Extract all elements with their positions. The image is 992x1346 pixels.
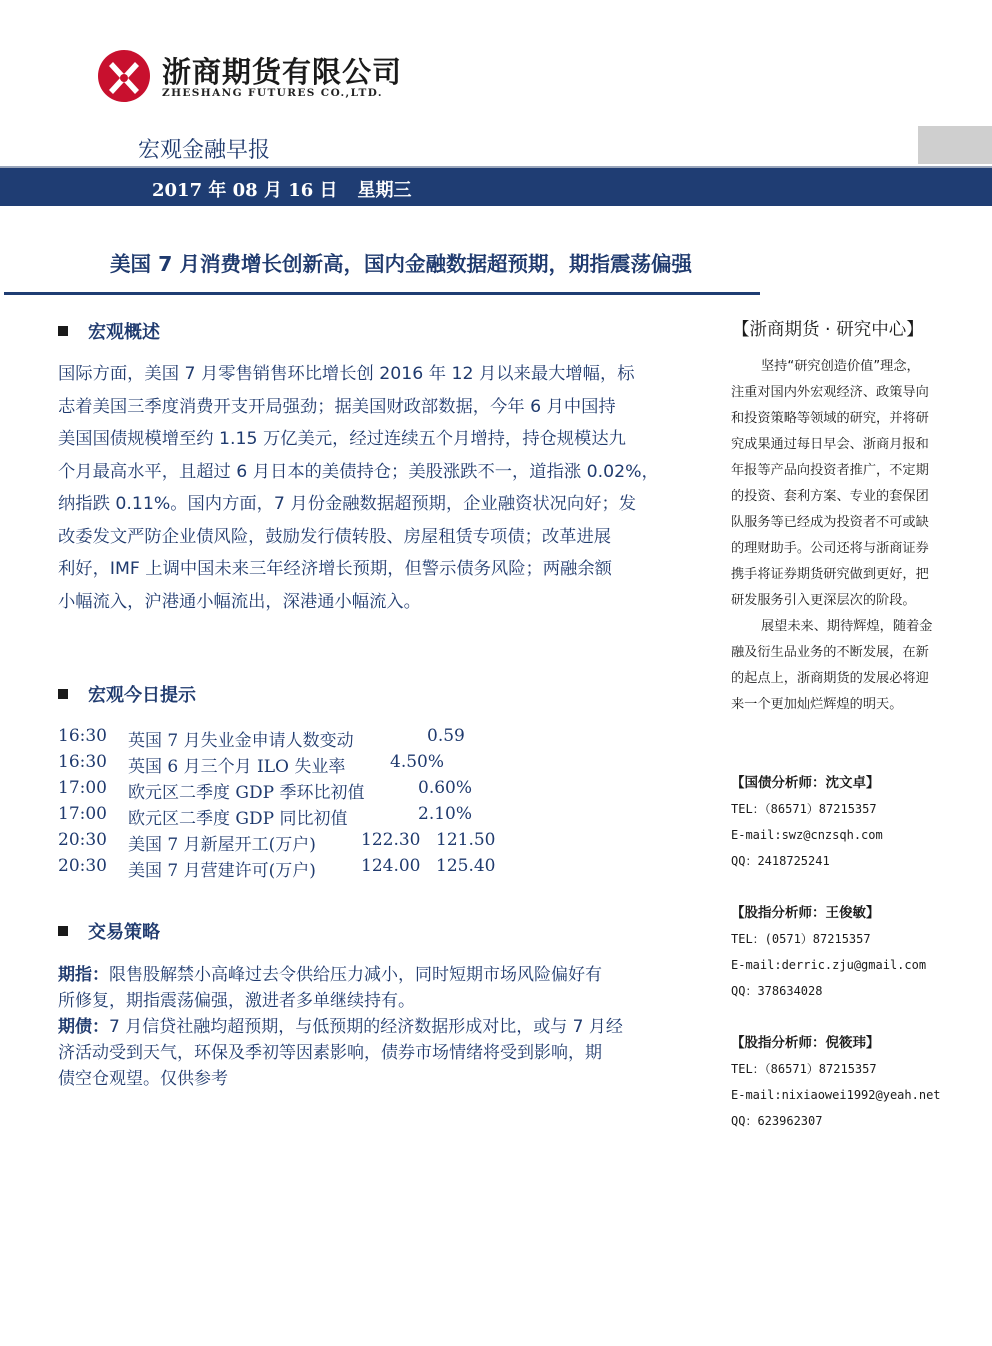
schedule-event: 美国 7 月新屋开工(万户) bbox=[128, 835, 316, 855]
strategy-line: 债空仓观望。仅供参考 bbox=[58, 1069, 228, 1089]
schedule-event: 英国 6 月三个月 ILO 失业率 bbox=[128, 757, 346, 777]
schedule-time: 17:00 bbox=[58, 778, 107, 798]
square-bullet-icon bbox=[58, 926, 68, 936]
analyst-card bbox=[731, 900, 926, 1004]
text-line: 的投资、套利方案、专业的套保团 bbox=[731, 489, 929, 504]
analyst-card bbox=[731, 1030, 941, 1134]
headline-divider bbox=[4, 292, 760, 295]
schedule-time: 20:30 bbox=[58, 856, 107, 876]
text-line: 展望未来、期待辉煌，随着金 bbox=[761, 619, 933, 634]
strategy-line-text: 7 月信贷社融均超预期，与低预期的经济数据形成对比，或与 7 月经 bbox=[109, 1017, 623, 1037]
analyst-email[interactable]: E-mail:derric.zju@gmail.com bbox=[731, 958, 927, 972]
text-line: 和投资策略等领域的研究，并将研 bbox=[731, 411, 929, 426]
section-heading-strategy bbox=[58, 918, 160, 944]
schedule-value: 2.10% bbox=[418, 804, 473, 824]
section-heading-label: 宏观概述 bbox=[88, 322, 160, 343]
schedule-value: 122.30 bbox=[361, 830, 421, 850]
bonds-label: 期债： bbox=[58, 1017, 109, 1037]
analyst-tel: TEL：（86571）87215357 bbox=[731, 1062, 877, 1076]
text-line: 究成果通过每日早会、浙商月报和 bbox=[731, 437, 929, 452]
schedule-value: 4.50% bbox=[390, 752, 445, 772]
analyst-qq: QQ：378634028 bbox=[731, 984, 823, 998]
research-center-title: 【浙商期货 · 研究中心】 bbox=[732, 320, 924, 340]
weekday-value: 星期三 bbox=[357, 180, 412, 201]
section-heading-label: 交易策略 bbox=[88, 922, 160, 943]
text-line: 融及衍生品业务的不断发展，在新 bbox=[731, 645, 929, 660]
schedule-event: 美国 7 月营建许可(万户) bbox=[128, 861, 316, 881]
text-line: 志着美国三季度消费开支开局强劲；据美国财政部数据，今年 6 月中国持 bbox=[58, 396, 616, 417]
schedule-time: 20:30 bbox=[58, 830, 107, 850]
section-heading-label: 宏观今日提示 bbox=[88, 685, 196, 706]
schedule-event: 英国 7 月失业金申请人数变动 bbox=[128, 731, 354, 751]
text-line: 个月最高水平，且超过 6 月日本的美债持仓；美股涨跌不一，道指涨 0.02%， bbox=[58, 461, 659, 482]
text-line: 的起点上，浙商期货的发展必将迎 bbox=[731, 671, 929, 686]
strategy-line: 所修复，期指震荡偏强，激进者多单继续持有。 bbox=[58, 991, 415, 1011]
schedule-time: 16:30 bbox=[58, 752, 107, 772]
text-line: 小幅流入，沪港通小幅流出，深港通小幅流入。 bbox=[58, 591, 421, 612]
strategy-text bbox=[58, 962, 710, 1092]
text-line: 美国国债规模增至约 1.15 万亿美元，经过连续五个月增持，持仓规模达九 bbox=[58, 429, 626, 449]
futures-label: 期指： bbox=[58, 965, 109, 985]
text-line: 坚持“研究创造价值”理念， bbox=[761, 359, 920, 374]
text-line: 纳指跌 0.11%。国内方面，7 月份金融数据超预期，企业融资状况向好；发 bbox=[58, 494, 637, 514]
text-line: 队服务等已经成为投资者不可或缺 bbox=[731, 515, 929, 530]
analyst-email[interactable]: E-mail:swz@cnzsqh.com bbox=[731, 828, 883, 842]
text-line: 注重对国内外宏观经济、政策导向 bbox=[731, 385, 929, 400]
text-line: 国际方面，美国 7 月零售销售环比增长创 2016 年 12 月以来最大增幅，标 bbox=[58, 364, 635, 384]
schedule-value: 124.00 bbox=[361, 856, 421, 876]
brand-name-en: ZHESHANG FUTURES CO.,LTD. bbox=[162, 87, 383, 99]
text-line: 改委发文严防企业债风险，鼓励发行债转股、房屋租赁专项债；改革进展 bbox=[58, 526, 612, 547]
research-center-intro bbox=[731, 354, 957, 718]
analyst-name: 【股指分析师：倪筱玮】 bbox=[731, 1035, 880, 1051]
report-title: 宏观金融早报 bbox=[138, 138, 271, 163]
analyst-tel: TEL：(0571）87215357 bbox=[731, 932, 871, 946]
schedule-event: 欧元区二季度 GDP 同比初值 bbox=[128, 809, 348, 829]
square-bullet-icon bbox=[58, 689, 68, 699]
strategy-line-text: 限售股解禁小高峰过去令供给压力减小，同时短期市场风险偏好有 bbox=[109, 965, 602, 985]
date-value: 2017 年 08 月 16 日 bbox=[152, 180, 338, 201]
report-headline: 美国 7 月消费增长创新高，国内金融数据超预期，期指震荡偏强 bbox=[110, 252, 693, 276]
analyst-qq: QQ：623962307 bbox=[731, 1114, 823, 1128]
schedule-time: 16:30 bbox=[58, 726, 107, 746]
section-heading-schedule bbox=[58, 681, 196, 707]
analyst-qq: QQ：2418725241 bbox=[731, 854, 830, 868]
schedule-value-2: 125.40 bbox=[436, 856, 496, 876]
schedule-event: 欧元区二季度 GDP 季环比初值 bbox=[128, 783, 365, 803]
strategy-line: 济活动受到天气，环保及季初等因素影响，债券市场情绪将受到影响，期 bbox=[58, 1043, 602, 1063]
company-logo-icon bbox=[96, 48, 152, 104]
report-date bbox=[152, 176, 412, 202]
schedule-time: 17:00 bbox=[58, 804, 107, 824]
overview-paragraph bbox=[58, 358, 710, 618]
date-bar bbox=[0, 166, 992, 206]
text-line: 研发服务引入更深层次的阶段。 bbox=[731, 593, 916, 608]
schedule-value-2: 121.50 bbox=[436, 830, 496, 850]
strategy-line bbox=[58, 1014, 710, 1040]
brand-name-cn: 浙商期货有限公司 bbox=[162, 55, 403, 89]
header-gray-block bbox=[918, 126, 992, 164]
text-line: 携手将证券期货研究做到更好，把 bbox=[731, 567, 929, 582]
square-bullet-icon bbox=[58, 326, 68, 336]
analyst-tel: TEL：（86571）87215357 bbox=[731, 802, 877, 816]
schedule-value: 0.59 bbox=[427, 726, 465, 746]
analyst-name: 【国债分析师：沈文卓】 bbox=[731, 775, 880, 791]
text-line: 来一个更加灿烂辉煌的明天。 bbox=[731, 697, 903, 712]
analyst-email[interactable]: E-mail:nixiaowei1992@yeah.net bbox=[731, 1088, 941, 1102]
text-line: 年报等产品向投资者推广，不定期 bbox=[731, 463, 929, 478]
analyst-card bbox=[731, 770, 883, 874]
analyst-name: 【股指分析师：王俊敏】 bbox=[731, 905, 880, 921]
section-heading-overview bbox=[58, 318, 160, 344]
text-line: 的理财助手。公司还将与浙商证券 bbox=[731, 541, 929, 556]
schedule-value: 0.60% bbox=[418, 778, 473, 798]
text-line: 利好，IMF 上调中国未来三年经济增长预期，但警示债务风险；两融余额 bbox=[58, 559, 612, 579]
strategy-line bbox=[58, 962, 710, 988]
